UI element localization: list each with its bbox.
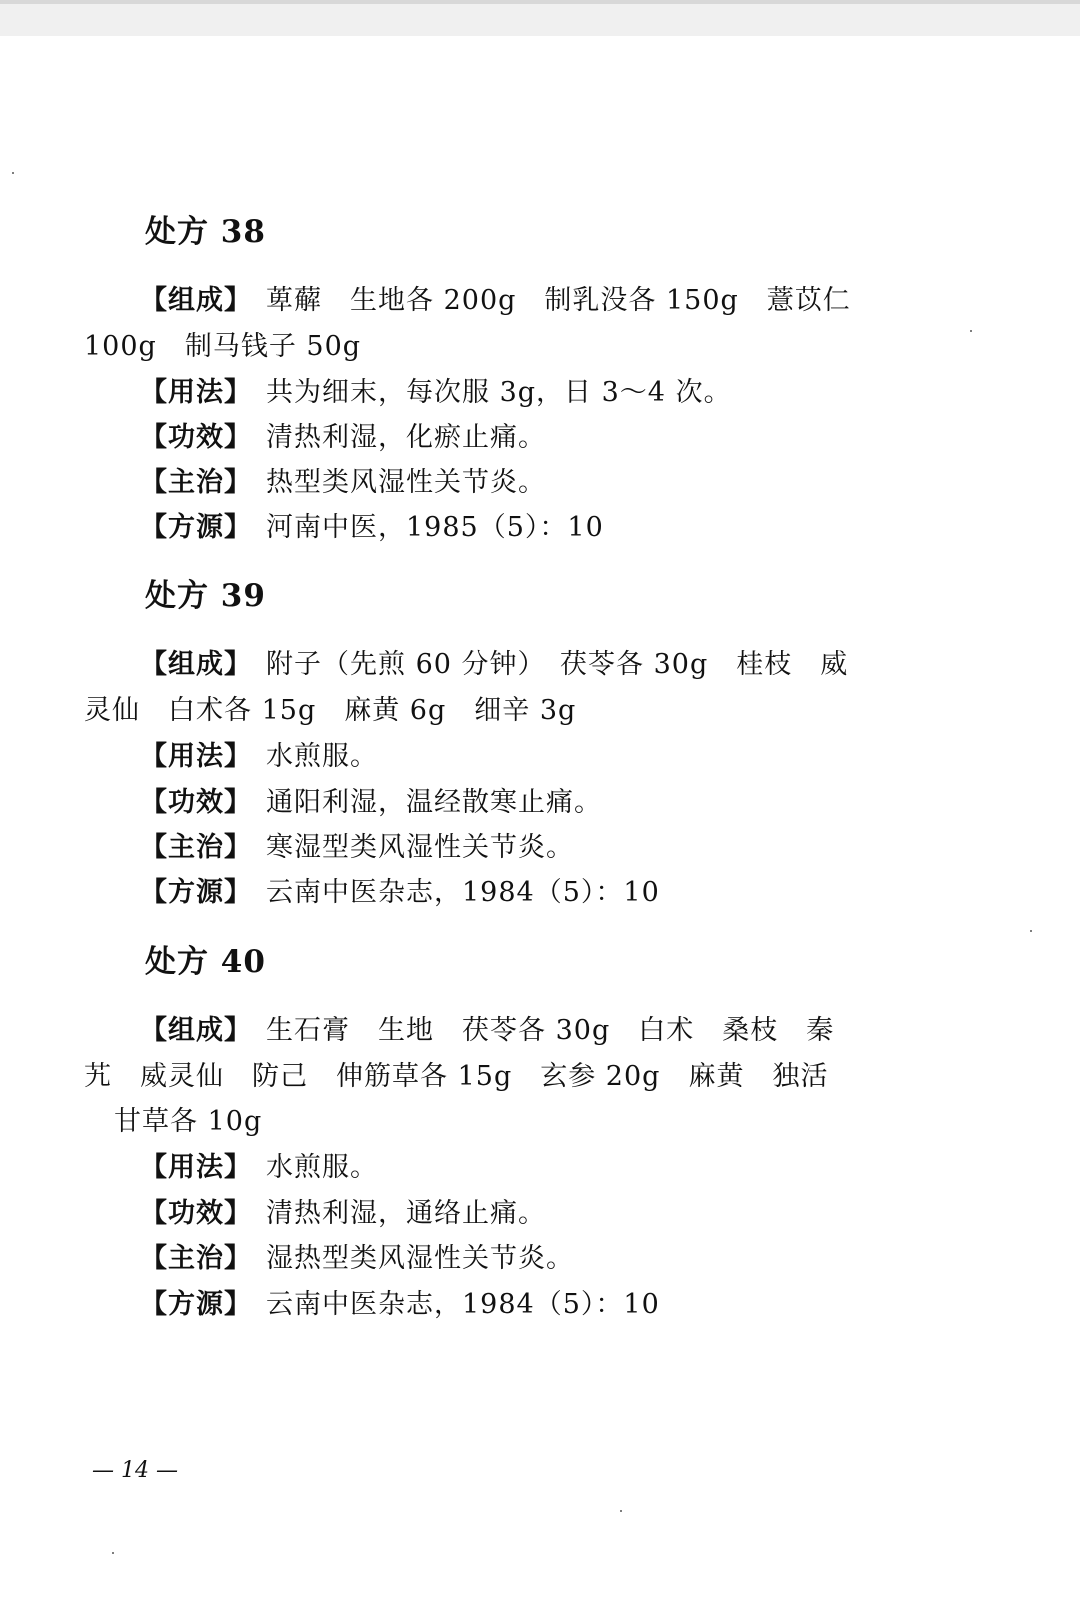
composition-tag: 【组成】	[140, 649, 252, 680]
prescription-40-usage	[140, 1145, 378, 1184]
indication-text: 热型类风湿性关节炎。	[266, 467, 546, 498]
composition-tag: 【组成】	[140, 285, 252, 316]
usage-text: 水煎服。	[266, 741, 378, 772]
page-number: — 14 —	[92, 1458, 178, 1483]
scan-speck	[620, 1510, 622, 1512]
top-edge-rule	[0, 0, 1080, 4]
prescription-38-composition-line1	[140, 278, 851, 317]
indication-tag: 【主治】	[140, 1243, 252, 1274]
indication-tag: 【主治】	[140, 832, 252, 863]
scan-speck	[1030, 930, 1032, 932]
prescription-39-indication	[140, 825, 574, 864]
usage-tag: 【用法】	[140, 1152, 252, 1183]
prescription-39-source	[140, 870, 660, 909]
usage-text: 水煎服。	[266, 1152, 378, 1183]
source-text: 云南中医杂志，1984（5）：10	[266, 1289, 660, 1320]
prescription-40-composition-line3: 甘草各 10g	[114, 1106, 263, 1137]
source-tag: 【方源】	[140, 512, 252, 543]
effect-text: 清热利湿，通络止痛。	[266, 1198, 546, 1229]
composition-text: 生石膏 生地 茯苓各 30g 白术 桑枝 秦	[266, 1015, 835, 1046]
scan-speck	[112, 1552, 114, 1554]
composition-text: 附子（先煎 60 分钟） 茯苓各 30g 桂枝 威	[266, 649, 849, 680]
prescription-39-heading: 处方 39	[145, 578, 266, 614]
effect-text: 通阳利湿，温经散寒止痛。	[266, 787, 602, 818]
composition-text: 萆薢 生地各 200g 制乳没各 150g 薏苡仁	[266, 285, 851, 316]
effect-tag: 【功效】	[140, 422, 252, 453]
prescription-40-heading: 处方 40	[145, 944, 266, 980]
source-text: 河南中医，1985（5）：10	[266, 512, 604, 543]
effect-text: 清热利湿，化瘀止痛。	[266, 422, 546, 453]
prescription-38-composition-line2: 100g 制马钱子 50g	[84, 331, 362, 362]
indication-tag: 【主治】	[140, 467, 252, 498]
scan-speck	[970, 330, 972, 332]
indication-text: 湿热型类风湿性关节炎。	[266, 1243, 574, 1274]
effect-tag: 【功效】	[140, 787, 252, 818]
prescription-39-composition-line2: 灵仙 白术各 15g 麻黄 6g 细辛 3g	[84, 695, 577, 726]
prescription-40-indication	[140, 1236, 574, 1275]
prescription-38-indication	[140, 460, 546, 499]
prescription-39-usage	[140, 734, 378, 773]
indication-text: 寒湿型类风湿性关节炎。	[266, 832, 574, 863]
prescription-40-source	[140, 1282, 660, 1321]
source-text: 云南中医杂志，1984（5）：10	[266, 877, 660, 908]
prescription-38-effect	[140, 415, 546, 454]
usage-text: 共为细末，每次服 3g，日 3～4 次。	[266, 377, 732, 408]
prescription-40-effect	[140, 1191, 546, 1230]
prescription-39-effect	[140, 780, 602, 819]
scan-speck	[12, 172, 14, 174]
source-tag: 【方源】	[140, 877, 252, 908]
usage-tag: 【用法】	[140, 377, 252, 408]
top-scan-band	[0, 0, 1080, 36]
prescription-40-composition-line1	[140, 1008, 834, 1047]
prescription-38-source	[140, 505, 604, 544]
prescription-40-composition-line2: 艽 威灵仙 防己 伸筋草各 15g 玄参 20g 麻黄 独活	[84, 1061, 829, 1092]
composition-tag: 【组成】	[140, 1015, 252, 1046]
prescription-38-usage	[140, 370, 732, 409]
usage-tag: 【用法】	[140, 741, 252, 772]
prescription-38-heading: 处方 38	[145, 214, 266, 250]
effect-tag: 【功效】	[140, 1198, 252, 1229]
source-tag: 【方源】	[140, 1289, 252, 1320]
prescription-39-composition-line1	[140, 642, 848, 681]
